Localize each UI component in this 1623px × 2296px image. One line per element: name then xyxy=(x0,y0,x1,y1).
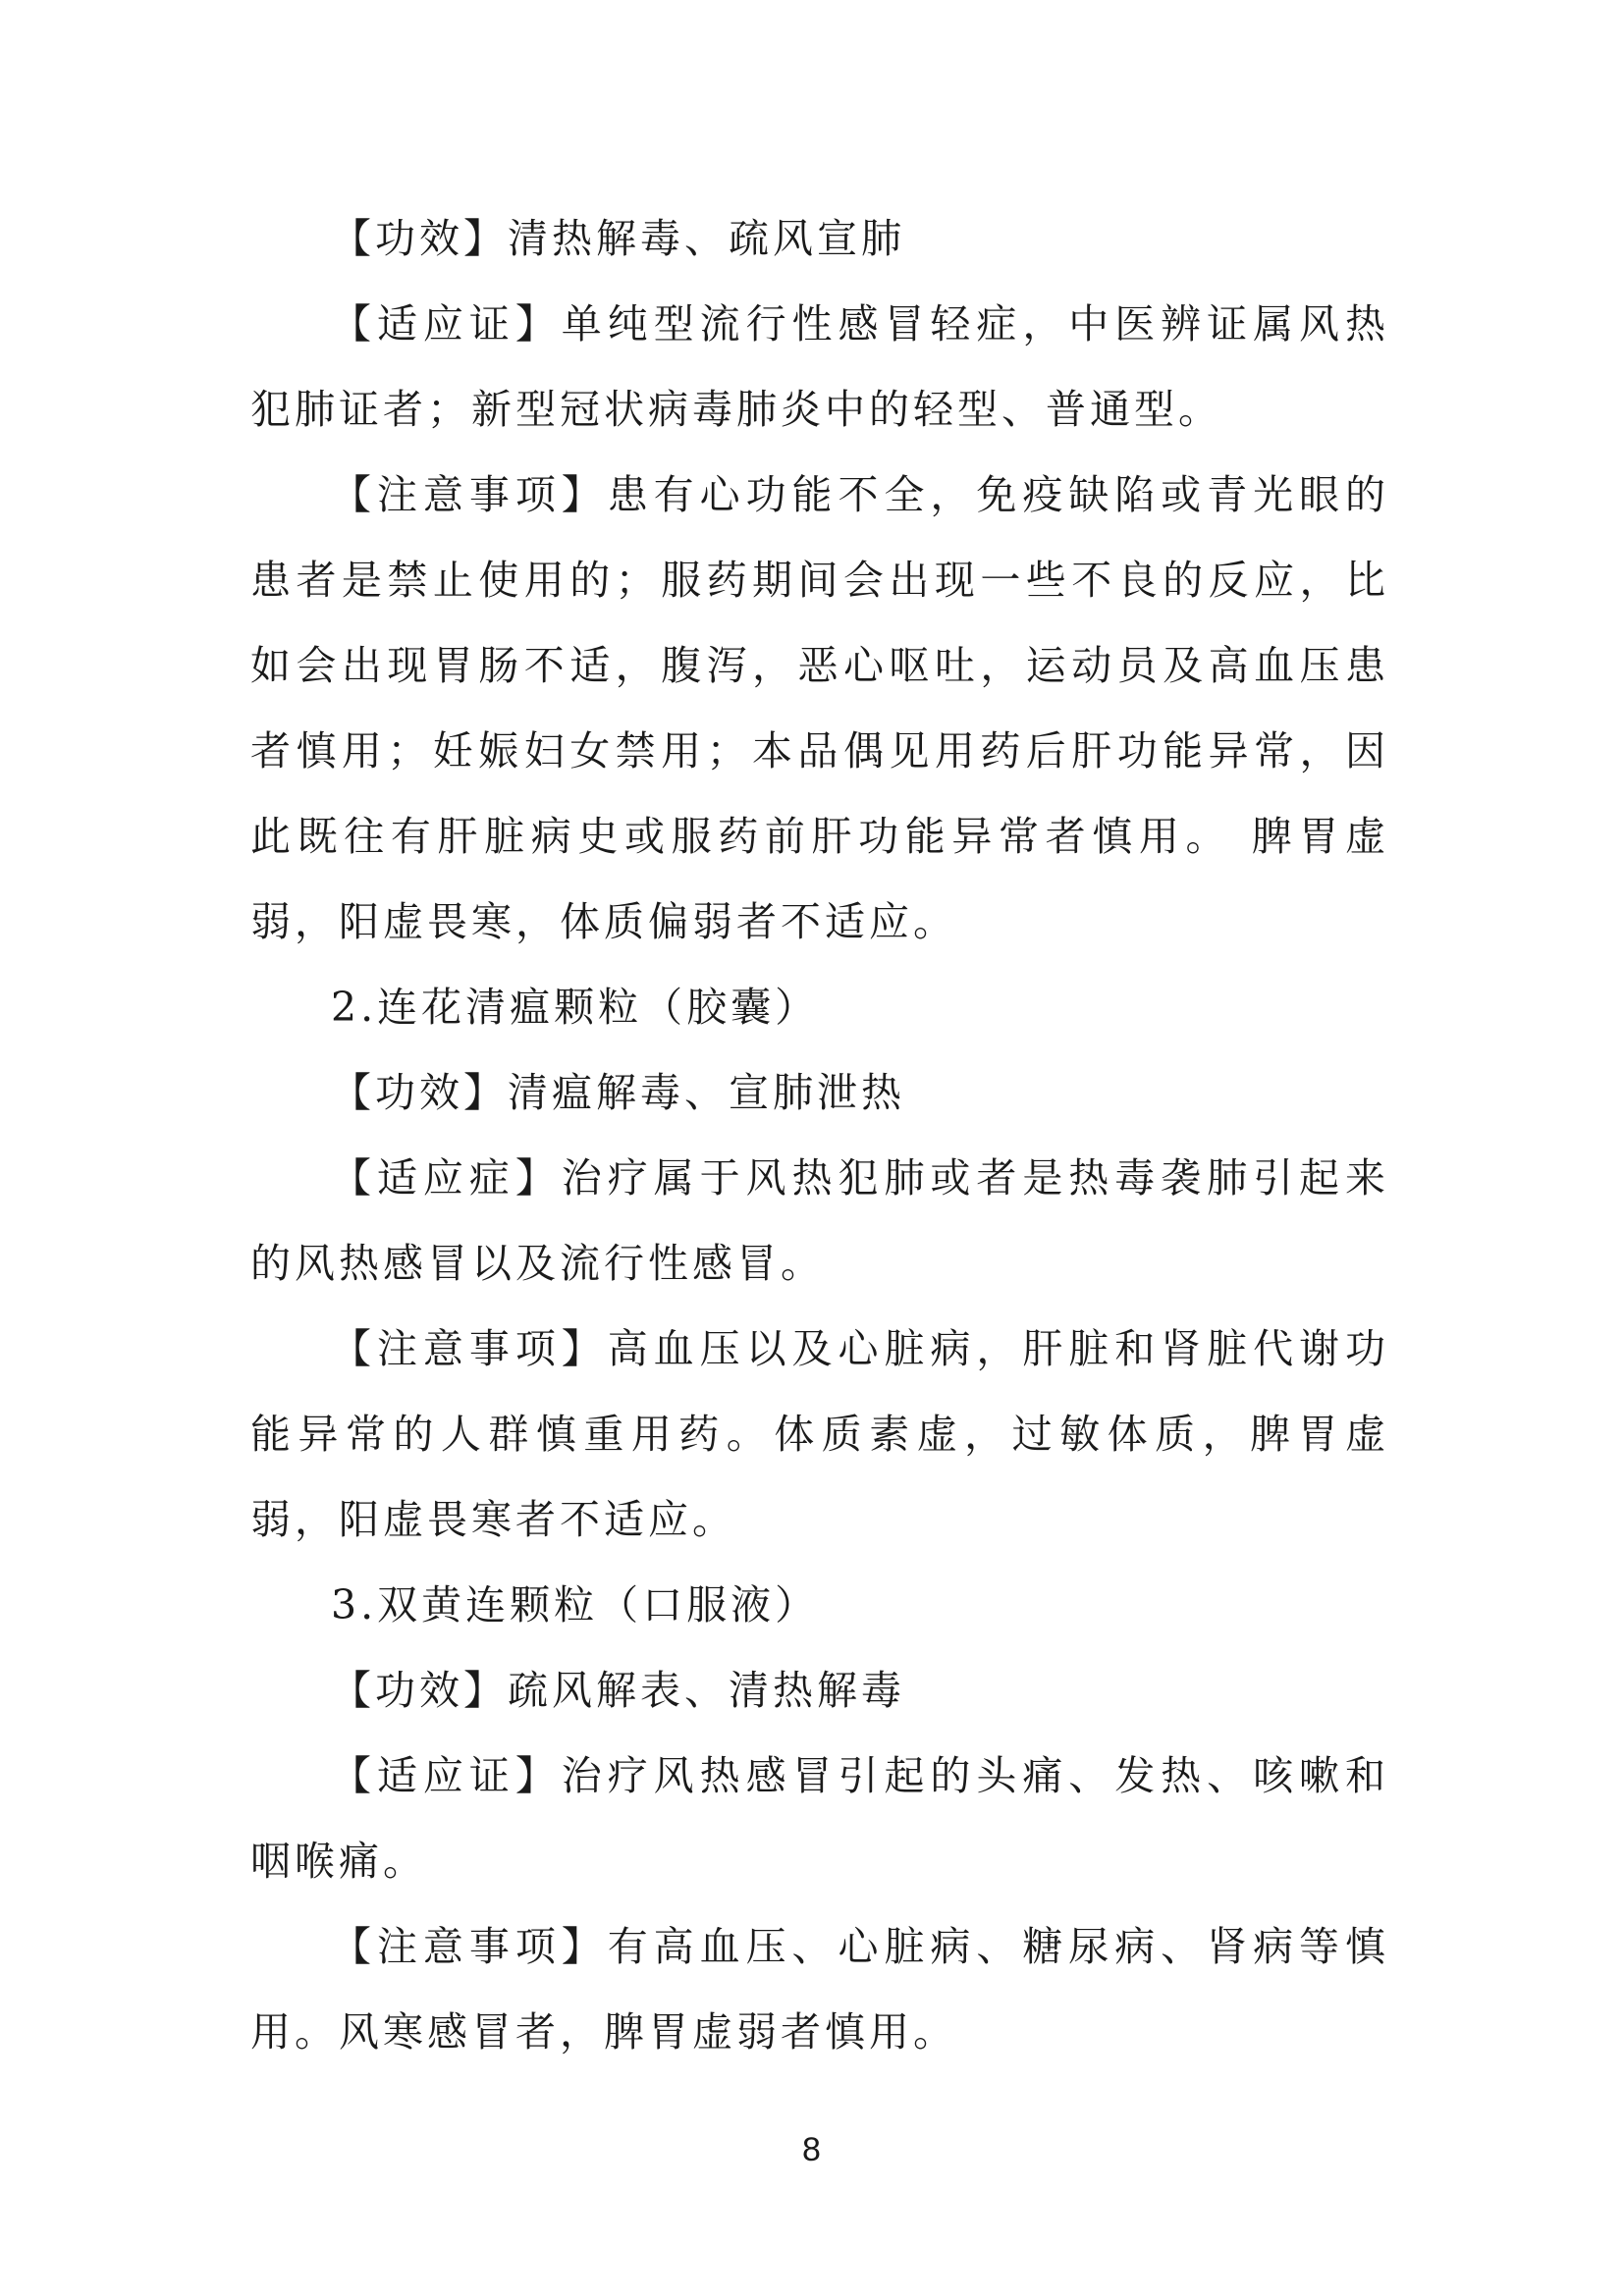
paragraph-indications-2: 【适应症】治疗属于风热犯肺或者是热毒袭肺引起来的风热感冒以及流行性感冒。 xyxy=(250,1154,1389,1287)
paragraph-precautions-3: 【注意事项】有高血压、心脏病、糖尿病、肾病等慎用。风寒感冒者，脾胃虚弱者慎用。 xyxy=(250,1923,1389,2056)
heading-lianhua-qingwen: 2.连花清瘟颗粒（胶囊） xyxy=(331,984,820,1031)
paragraph-precautions-1: 【注意事项】患有心功能不全，免疫缺陷或青光眼的患者是禁止使用的；服药期间会出现一些不良的反应，比如会出现胃肠不适，腹泻，恶心呕吐，运动员及高血压患者慎用；妊娠妇女禁用；本品偶见用药后肝功能异常，因此既往有肝脏病史或服药前肝功能异常者慎用。 脾胃虚弱，阳虚畏寒，体质偏弱者不适应。 xyxy=(250,471,1389,945)
page-number: 8 xyxy=(802,2131,821,2168)
paragraph-indications-1: 【适应证】单纯型流行性感冒轻症，中医辨证属风热犯肺证者；新型冠状病毒肺炎中的轻型、普通型。 xyxy=(250,300,1389,433)
body-text xyxy=(250,196,1389,2075)
heading-shuanghuanglian: 3.双黄连颗粒（口服液） xyxy=(331,1581,820,1629)
paragraph-efficacy-3: 【功效】疏风解表、清热解毒 xyxy=(331,1667,905,1714)
paragraph-efficacy-1: 【功效】清热解毒、疏风宣肺 xyxy=(331,215,905,262)
paragraph-indications-3: 【适应证】治疗风热感冒引起的头痛、发热、咳嗽和咽喉痛。 xyxy=(250,1752,1389,1885)
paragraph-precautions-2: 【注意事项】高血压以及心脏病，肝脏和肾脏代谢功能异常的人群慎重用药。体质素虚，过敏体质，脾胃虚弱，阳虚畏寒者不适应。 xyxy=(250,1325,1389,1543)
paragraph-efficacy-2: 【功效】清瘟解毒、宣肺泄热 xyxy=(331,1069,905,1116)
